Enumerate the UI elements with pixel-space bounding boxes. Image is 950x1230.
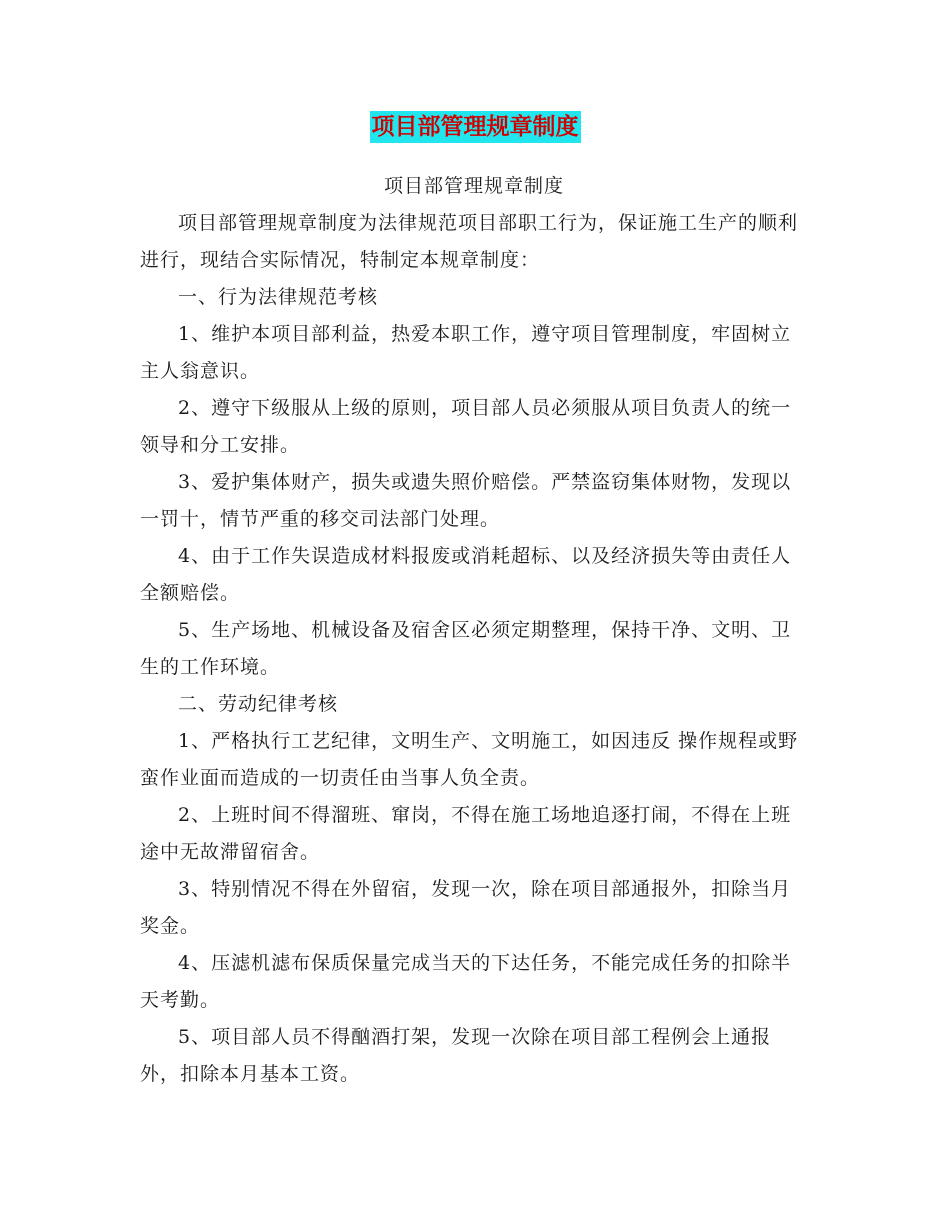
conduct-rule-4: 4、由于工作失误造成材料报废或消耗超标、以及经济损失等由责任人全额赔偿。 (140, 545, 792, 604)
document-body (140, 168, 808, 1093)
discipline-rule-4: 4、压滤机滤布保质保量完成当天的下达任务，不能完成任务的扣除半天考勤。 (140, 952, 792, 1011)
conduct-rule-3: 3、爱护集体财产，损失或遗失照价赔偿。严禁盗窃集体财物，发现以一罚十，情节严重的移交司法部门处理。 (140, 471, 792, 530)
intro-paragraph: 项目部管理规章制度为法律规范项目部职工行为，保证施工生产的顺利进行，现结合实际情况，特制定本规章制度： (140, 212, 799, 271)
title-container (0, 111, 950, 143)
conduct-rule-2: 2、遵守下级服从上级的原则，项目部人员必须服从项目负责人的统一领导和分工安排。 (140, 397, 792, 456)
section-heading-discipline: 二、劳动纪律考核 (178, 693, 339, 715)
conduct-rule-1: 1、维护本项目部利益，热爱本职工作，遵守项目管理制度，牢固树立主人翁意识。 (140, 323, 792, 382)
section-heading-conduct: 一、行为法律规范考核 (178, 286, 379, 308)
document-title: 项目部管理规章制度 (370, 111, 581, 143)
discipline-rule-1: 1、严格执行工艺纪律，文明生产、文明施工，如因违反 操作规程或野蛮作业面而造成的一切责任由当事人负全责。 (140, 730, 799, 789)
discipline-rule-5: 5、项目部人员不得酗酒打架，发现一次除在项目部工程例会上通报外，扣除本月基本工资。 (140, 1026, 772, 1085)
document-subtitle: 项目部管理规章制度 (383, 175, 564, 197)
discipline-rule-2: 2、上班时间不得溜班、窜岗，不得在施工场地追逐打闹，不得在上班途中无故滞留宿舍。 (140, 804, 792, 863)
discipline-rule-3: 3、特别情况不得在外留宿，发现一次，除在项目部通报外，扣除当月奖金。 (140, 878, 792, 937)
conduct-rule-5: 5、生产场地、机械设备及宿舍区必须定期整理，保持干净、文明、卫生的工作环境。 (140, 619, 792, 678)
